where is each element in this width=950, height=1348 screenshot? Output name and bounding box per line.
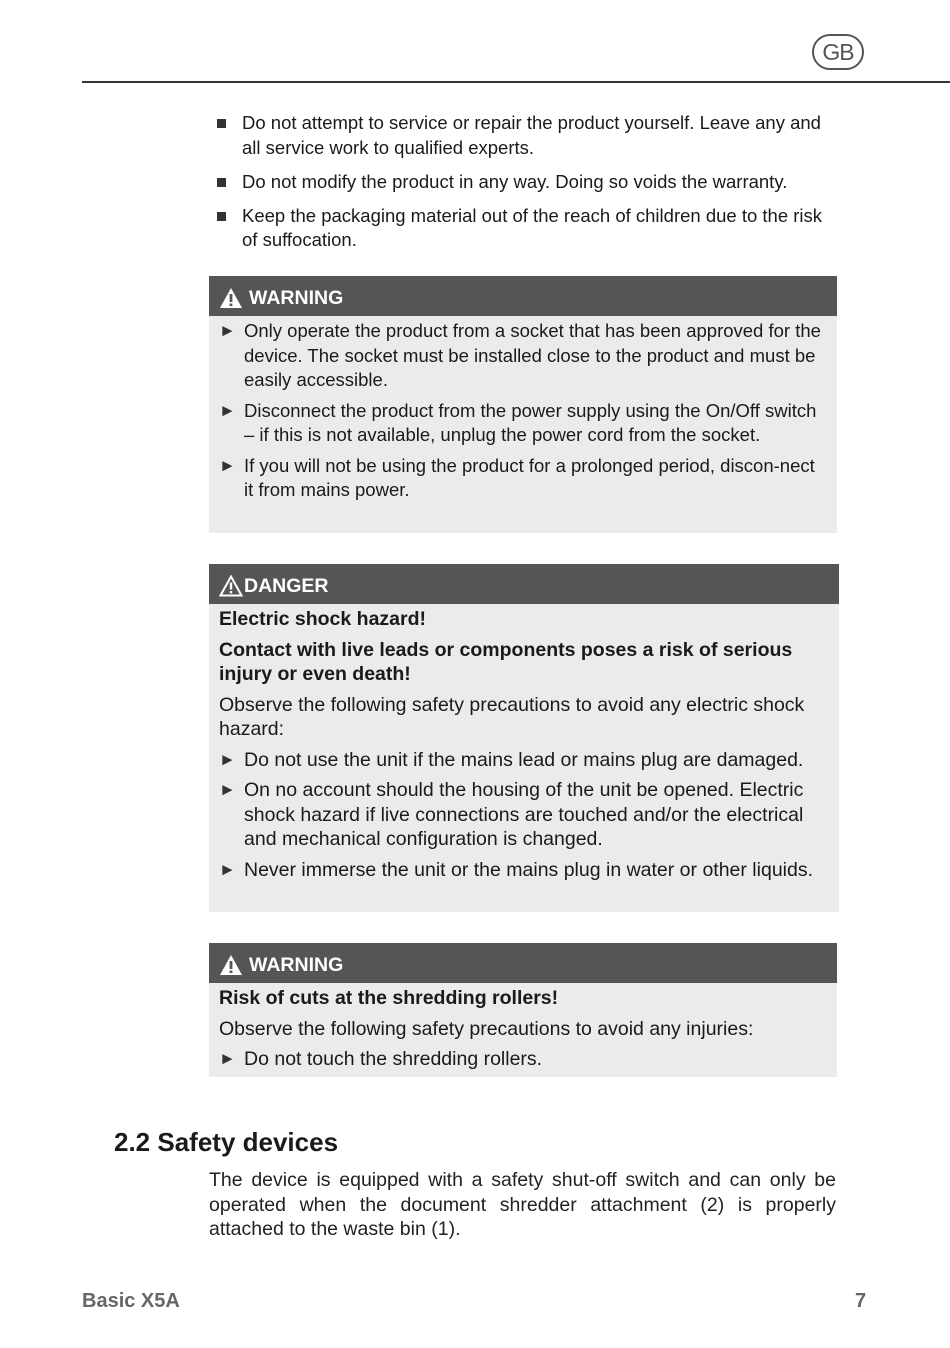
list-item — [219, 399, 827, 448]
warning-body — [209, 983, 837, 1082]
arrow-bullet-icon: ► — [219, 780, 236, 799]
arrow-bullet-icon: ► — [219, 321, 236, 340]
list-item-text: Disconnect the product from the power supply using the On/Off switch – if this is not available, unplug the power cord from the socket. — [244, 399, 817, 445]
list-item-text: Do not use the unit if the mains lead or mains plug are damaged. — [244, 748, 804, 771]
safety-bullet-list — [217, 111, 842, 262]
list-item-text: Do not touch the shredding rollers. — [244, 1048, 543, 1070]
footer-page-number: 7 — [855, 1290, 867, 1312]
list-item — [217, 111, 842, 160]
danger-triangle-icon — [219, 575, 243, 597]
list-item-text: Never immerse the unit or the mains plug in water or other liquids. — [244, 858, 814, 881]
list-item — [219, 454, 827, 503]
warning-title: WARNING — [249, 953, 344, 976]
list-item-text: Do not attempt to service or repair the product yourself. Leave any and all service work to qualified experts. — [242, 112, 821, 158]
list-item-text: Keep the packaging material out of the reach of children due to the risk of suffocation. — [242, 204, 823, 250]
list-item-text: Only operate the product from a socket that has been approved for the device. The socket must be installed close to the product and must be easily accessible. — [244, 320, 821, 390]
list-item — [217, 170, 842, 195]
danger-header — [209, 564, 839, 604]
list-item-text: If you will not be using the product for a prolonged period, discon-nect it from mains power. — [244, 454, 815, 500]
list-item-text: On no account should the housing of the unit be opened. Electric shock hazard if live connections are touched and/or the electrical and mechanical configuration is changed. — [244, 779, 804, 850]
arrow-bullet-icon: ► — [219, 859, 236, 879]
danger-subtitle: Electric shock hazard! — [219, 608, 426, 630]
danger-body — [209, 604, 839, 892]
square-bullet-icon — [217, 119, 226, 128]
list-item-text: Do not modify the product in any way. Doing so voids the warranty. — [242, 170, 788, 192]
danger-intro: Observe the following safety precautions to avoid any electric shock hazard: — [219, 693, 805, 740]
warning-intro: Observe the following safety precautions to avoid any injuries: — [219, 1017, 754, 1040]
danger-bold-text: Contact with live leads or components poses a risk of serious injury or even death! — [219, 638, 793, 685]
warning-body — [209, 316, 837, 513]
warning-box-cuts — [209, 943, 837, 1077]
arrow-bullet-icon: ► — [219, 455, 236, 475]
square-bullet-icon — [217, 212, 226, 221]
warning-triangle-icon — [219, 287, 243, 309]
arrow-bullet-icon: ► — [219, 1049, 236, 1068]
square-bullet-icon — [217, 178, 226, 187]
list-item — [217, 204, 842, 253]
warning-triangle-icon — [219, 954, 243, 976]
list-item — [219, 1047, 827, 1072]
warning-box-power — [209, 276, 837, 533]
list-item — [219, 778, 829, 852]
header-divider — [82, 81, 950, 83]
section-paragraph: The device is equipped with a safety shut-off switch and can only be operated when the document shredder attachment (2) is properly attached to the waste bin (1). — [209, 1169, 836, 1240]
arrow-bullet-icon: ► — [219, 749, 236, 769]
footer-product-name: Basic X5A — [82, 1290, 180, 1312]
danger-box-electric — [209, 564, 839, 912]
warning-header — [209, 276, 837, 316]
list-item — [219, 319, 827, 393]
section-heading: 2.2 Safety devices — [114, 1127, 339, 1157]
list-item — [219, 748, 829, 773]
warning-subtitle: Risk of cuts at the shredding rollers! — [219, 987, 559, 1009]
list-item — [219, 858, 829, 883]
warning-header — [209, 943, 837, 983]
danger-title: DANGER — [244, 574, 329, 597]
arrow-bullet-icon: ► — [219, 400, 236, 420]
language-badge: GB — [812, 34, 864, 70]
warning-title: WARNING — [249, 286, 344, 309]
